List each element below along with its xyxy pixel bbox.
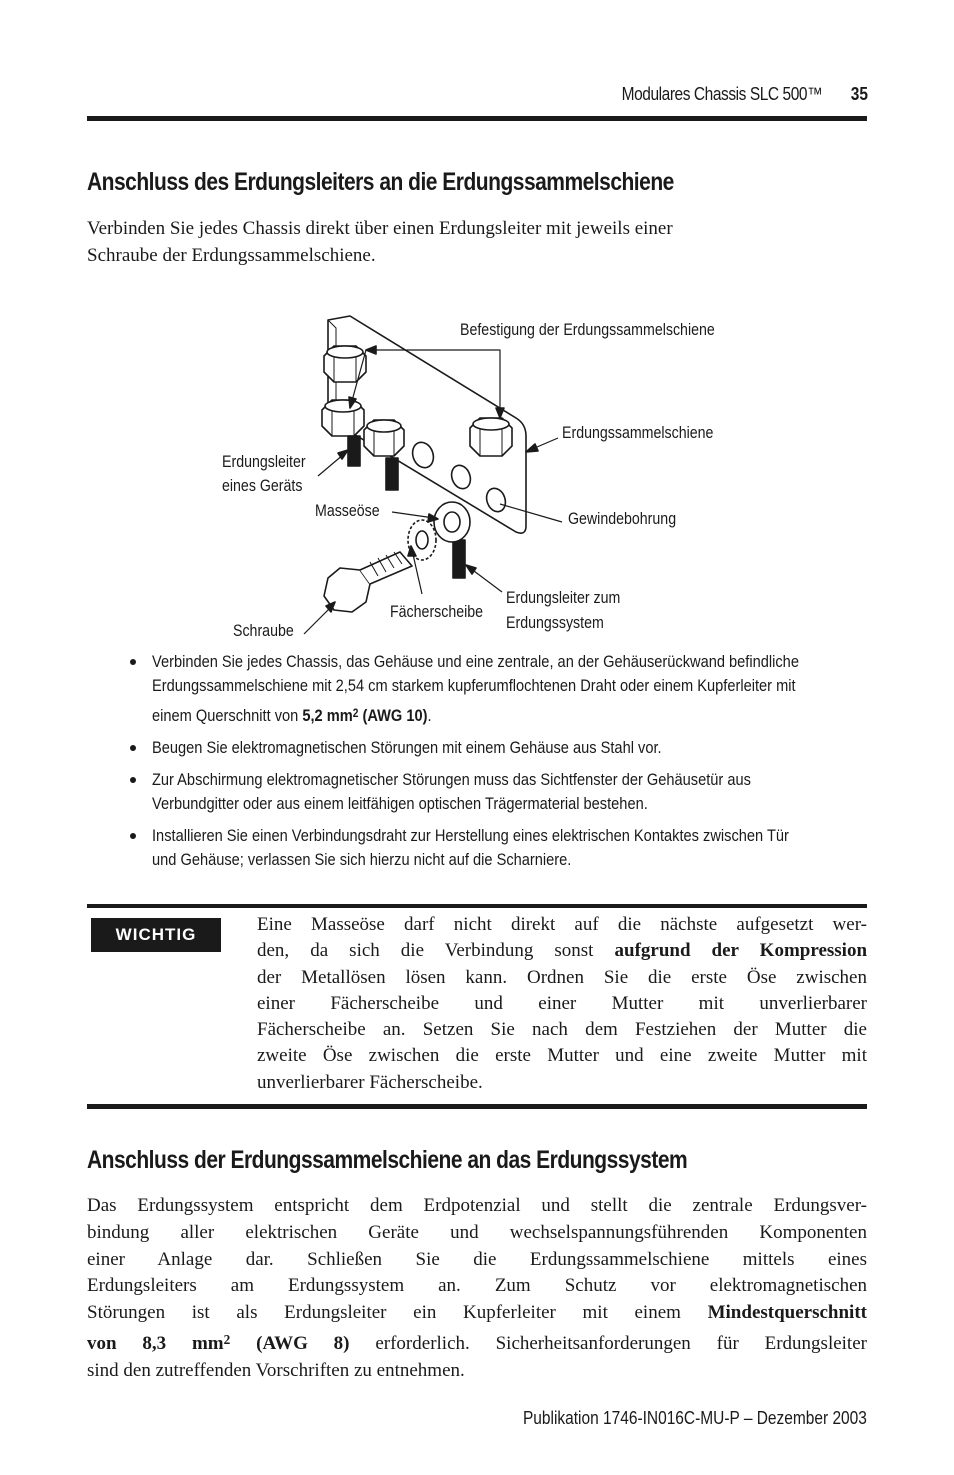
label-leiter-system-1: Erdungsleiter zum <box>506 589 621 607</box>
bullet-bold: (AWG 10) <box>358 706 428 725</box>
list-item <box>130 650 870 728</box>
paragraph-line: Das Erdungssystem entspricht dem Erdpotenzial und stellt die zentrale Erdungsver- <box>87 1195 867 1216</box>
publication-footer: Publikation 1746-IN016C-MU-P – Dezember 2003 <box>523 1408 867 1428</box>
paragraph-line: einer Anlage dar. Schließen Sie die Erdungssammelschiene mittels eines <box>87 1248 867 1270</box>
intro-line: Verbinden Sie jedes Chassis direkt über einen Erdungsleiter mit jeweils einer <box>87 218 673 239</box>
bullet-bold: 5,2 mm <box>302 706 353 725</box>
ground-system-paragraph <box>87 1193 867 1385</box>
bullet-line: Beugen Sie elektromagnetischen Störungen mit einem Gehäuse aus Stahl vor. <box>152 738 662 757</box>
paragraph-sup: 2 <box>223 1332 231 1348</box>
bullet-text: einem Querschnitt von <box>152 706 303 725</box>
paragraph-line: bindung aller elektrischen Geräte und wechselspannungsführenden Komponenten <box>87 1221 867 1243</box>
header-rule <box>87 116 867 121</box>
bullet-list <box>130 650 870 880</box>
bullet-line: Verbundgitter oder aus einem leitfähigen optischen Trägermaterial bestehen. <box>152 794 648 813</box>
bullet-line <box>152 704 857 728</box>
bolt-top <box>324 346 366 382</box>
important-text-run: den, da sich die Verbindung sonst <box>257 940 615 962</box>
threaded-hole <box>483 486 508 515</box>
label-sammelschiene: Erdungssammelschiene <box>562 424 714 442</box>
bullet-dot <box>130 833 136 839</box>
important-bold: aufgrund der Kompression <box>614 940 868 962</box>
bullet-text: . <box>427 706 432 725</box>
label-schraube: Schraube <box>233 622 294 640</box>
section-heading-busbar: Anschluss des Erdungsleiters an die Erdungssammelschiene <box>87 168 674 196</box>
list-item <box>130 768 870 816</box>
paragraph-bold: Mindestquerschnitt <box>707 1302 867 1324</box>
paragraph-line <box>87 1300 867 1327</box>
bullet-sup: 2 <box>352 705 359 720</box>
bolt-middle <box>322 400 364 436</box>
important-line: zweite Öse zwischen die erste Mutter und eine zweite Mutter mit <box>257 1045 867 1067</box>
important-text <box>257 912 867 1096</box>
label-leiter-geraet-1: Erdungsleiter <box>222 453 306 471</box>
paragraph-line: sind den zutreffenden Vorschriften zu entnehmen. <box>87 1359 465 1381</box>
important-badge: WICHTIG <box>91 918 221 952</box>
bullet-line: Installieren Sie einen Verbindungsdraht zur Herstellung eines elektrischen Kontaktes zwischen Tür <box>152 826 789 845</box>
bolt-right <box>470 418 512 456</box>
important-rule-bottom <box>87 1104 867 1109</box>
section-heading-ground-system: Anschluss der Erdungssammelschiene an das Erdungssystem <box>87 1146 688 1174</box>
label-masseoese: Masseöse <box>315 502 380 520</box>
label-leiter-system-2: Erdungssystem <box>506 614 604 632</box>
paragraph-bold: (AWG 8) <box>230 1332 350 1354</box>
bullet-line: Zur Abschirmung elektromagnetischer Störungen muss das Sichtfenster der Gehäusetür aus <box>152 770 751 789</box>
important-line: der Metallösen lösen kann. Ordnen Sie die erste Öse zwischen <box>257 966 867 988</box>
running-header: Modulares Chassis SLC 500™ <box>621 84 822 104</box>
important-line: unverlierbarer Fächerscheibe. <box>257 1071 483 1093</box>
list-item <box>130 736 870 760</box>
bullet-dot <box>130 777 136 783</box>
paragraph-text-run: Störungen ist als Erdungsleiter ein Kupferleiter mit einem <box>87 1302 708 1324</box>
hole <box>409 439 437 470</box>
paragraph-text-run: erforderlich. Sicherheitsanforderungen für Erdungsleiter <box>349 1332 867 1354</box>
bullet-dot <box>130 745 136 751</box>
label-leiter-geraet-2: eines Geräts <box>222 477 303 495</box>
important-line: einer Fächerscheibe und einer Mutter mit unverlierbarer <box>257 992 867 1014</box>
bolt-lug <box>364 420 404 456</box>
label-gewindebohrung: Gewindebohrung <box>568 510 677 528</box>
important-line: Fächerscheibe an. Setzen Sie nach dem Festziehen der Mutter die <box>257 1019 867 1041</box>
ring-lug <box>434 502 470 542</box>
page-number: 35 <box>850 84 868 104</box>
hole <box>448 463 473 492</box>
label-befestigung: Befestigung der Erdungssammelschiene <box>460 321 715 339</box>
intro-line: Schraube der Erdungssammelschiene. <box>87 244 376 266</box>
bullet-line: und Gehäuse; verlassen Sie sich hierzu nicht auf die Scharniere. <box>152 850 572 869</box>
paragraph-line <box>87 1331 867 1358</box>
list-item <box>130 824 870 872</box>
label-faecherscheibe: Fächerscheibe <box>390 603 484 621</box>
important-line <box>257 938 867 964</box>
bullet-line: Erdungssammelschiene mit 2,54 cm starkem kupferumflochtenen Draht oder einem Kupferleiter mit <box>152 676 796 695</box>
bullet-dot <box>130 659 136 665</box>
important-line: Eine Masseöse darf nicht direkt auf die nächste aufgesetzt wer- <box>257 914 867 935</box>
important-rule-top <box>87 904 867 908</box>
intro-paragraph <box>87 216 867 269</box>
grounding-busbar-figure <box>200 300 760 650</box>
bullet-line: Verbinden Sie jedes Chassis, das Gehäuse und eine zentrale, an der Gehäuserückwand befindliche <box>152 652 799 671</box>
paragraph-line: Erdungsleiters am Erdungssystem an. Zum Schutz vor elektromagnetischen <box>87 1275 867 1297</box>
paragraph-bold: von 8,3 mm <box>87 1332 224 1354</box>
